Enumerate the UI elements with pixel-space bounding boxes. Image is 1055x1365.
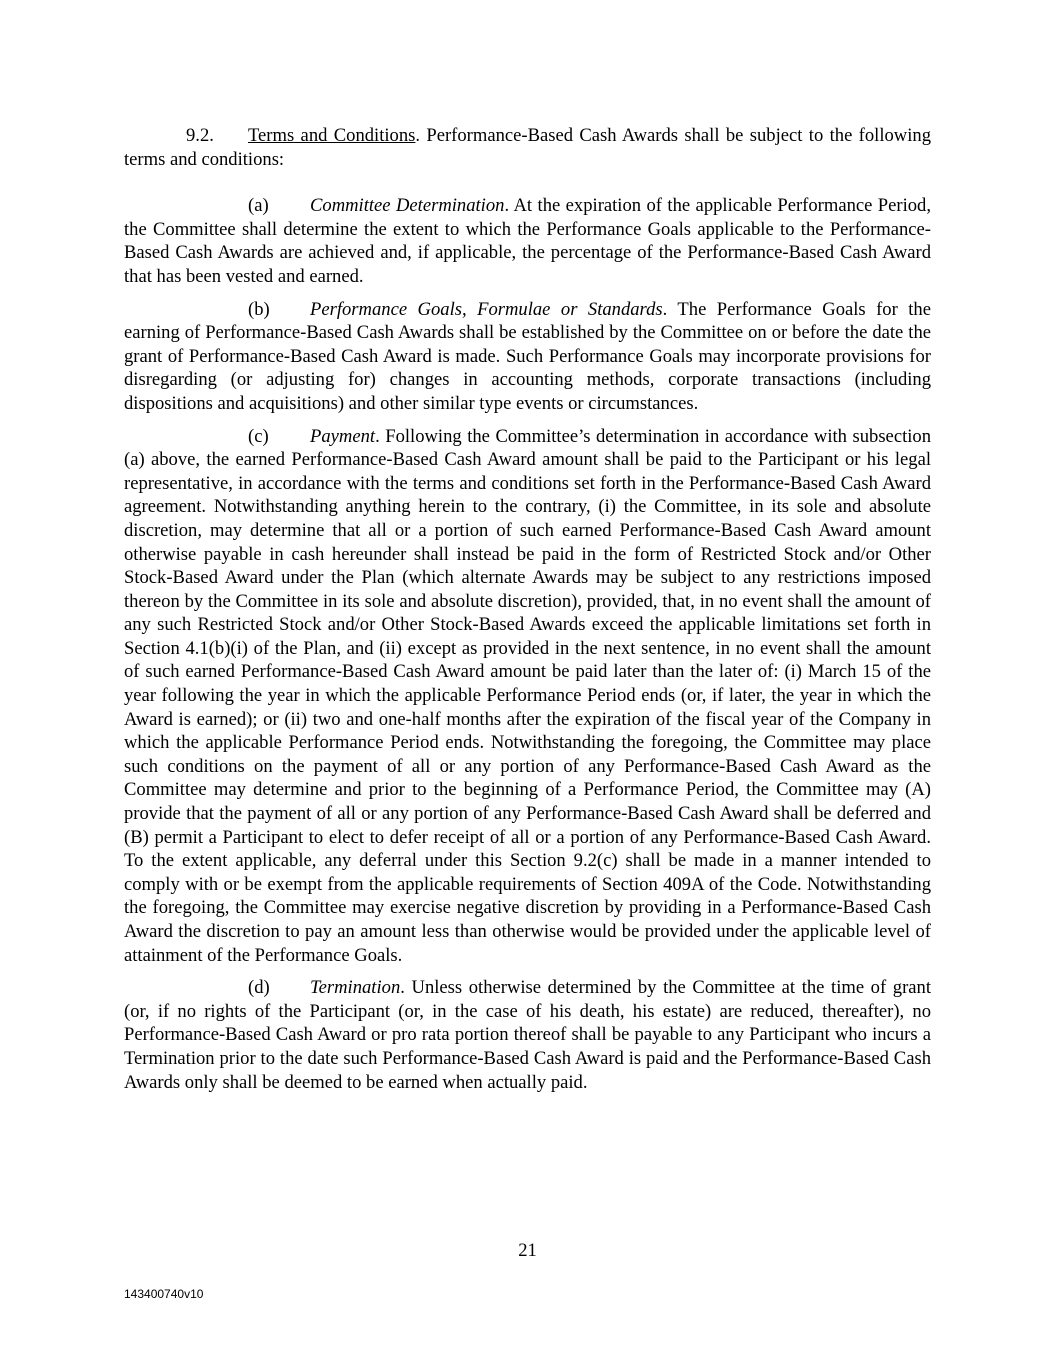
subsection-b [124,298,931,416]
document-body [124,124,931,1094]
subsection-label: (c) [248,425,269,447]
subsection-a [124,194,931,288]
subsection-c [124,425,931,968]
subsection-label: (b) [248,298,270,320]
section-heading: Terms and Conditions [248,125,416,146]
subsection-text: . Unless otherwise determined by the Committee at the time of grant (or, if no rights of the Participant (or, in the case of his death, his estate) are reduced, thereafter), no Performance-Based Cash Award or pro rata portion thereof shall be payable to any Participant who incurs a Termination prior to the date such Performance-Based Cash Award is paid and the Performance-Based Cash Awards only shall be deemed to be earned when actually paid. [124,977,931,1093]
subsection-text: . Following the Committee’s determination in accordance with subsection (a) above, the earned Performance-Based Cash Award amount shall be paid to the Participant or his legal representative, in accordance with the terms and conditions set forth in the Performance-Based Cash Award agreement. Notwithstanding anything herein to the contrary, (i) the Committee, in its sole and absolute discretion, may determine that all or a portion of such earned Performance-Based Cash Award amount otherwise payable in cash hereunder shall instead be paid in the form of Restricted Stock and/or Other Stock-Based Award under the Plan (which alternate Awards may be subject to any restrictions imposed thereon by the Committee in its sole and absolute discretion), provided, that, in no event shall the amount of any such Restricted Stock and/or Other Stock-Based Awards exceed the applicable limitations set forth in Section 4.1(b)(i) of the Plan, and (ii) except as provided in the next sentence, in no event shall the amount of such earned Performance-Based Cash Award amount be paid later than the later of: (i) March 15 of the year following the year in which the applicable Performance Period ends (or, if later, the year in which the Award is earned); or (ii) two and one-half months after the expiration of the fiscal year of the Company in which the applicable Performance Period ends. Notwithstanding the foregoing, the Committee may place such conditions on the payment of all or any portion of any Performance-Based Cash Award as the Committee may determine and prior to the beginning of a Performance Period, the Committee may (A) provide that the payment of all or any portion of any Performance-Based Cash Award shall be deferred and (B) permit a Participant to elect to defer receipt of all or a portion of any Performance-Based Cash Award. To the extent applicable, any deferral under this Section 9.2(c) shall be made in a manner intended to comply with or be exempt from the applicable requirements of Section 409A of the Code. Notwithstanding the foregoing, the Committee may exercise negative discretion by providing in a Performance-Based Cash Award the discretion to pay an amount less than otherwise would be provided under the applicable level of attainment of the Performance Goals. [124,425,931,966]
page-number: 21 [518,1240,537,1261]
subsection-label: (d) [248,977,270,999]
subsection-d [124,976,931,1094]
subsection-label: (a) [248,195,269,217]
section-intro: . Performance-Based Cash Awards shall be subject to the following terms and conditions: [124,125,931,170]
subsection-text: . At the expiration of the applicable Performance Period, the Committee shall determine the extent to which the Performance Goals applicable to the Performance-Based Cash Awards are achieved and, if applicable, the percentage of the Performance-Based Cash Award that has been vested and earned. [124,195,932,287]
subsection-title: Committee Determination [310,195,505,217]
subsection-title: Payment [310,425,376,447]
subsection-text: . The Performance Goals for the earning of Performance-Based Cash Awards shall be established by the Committee on or before the date the grant of Performance-Based Cash Award is made. Such Performance Goals may incorporate provisions for disregarding (or adjusting for) changes in accounting methods, corporate transactions (including dispositions and acquisitions) and other similar type events or circumstances. [124,298,931,414]
document-id: 143400740v10 [124,1287,204,1301]
subsection-title: Termination [310,977,401,999]
subsection-title: Performance Goals, Formulae or Standards [310,298,663,320]
section-9-2-paragraph [124,124,931,171]
section-number: 9.2. [186,125,214,146]
